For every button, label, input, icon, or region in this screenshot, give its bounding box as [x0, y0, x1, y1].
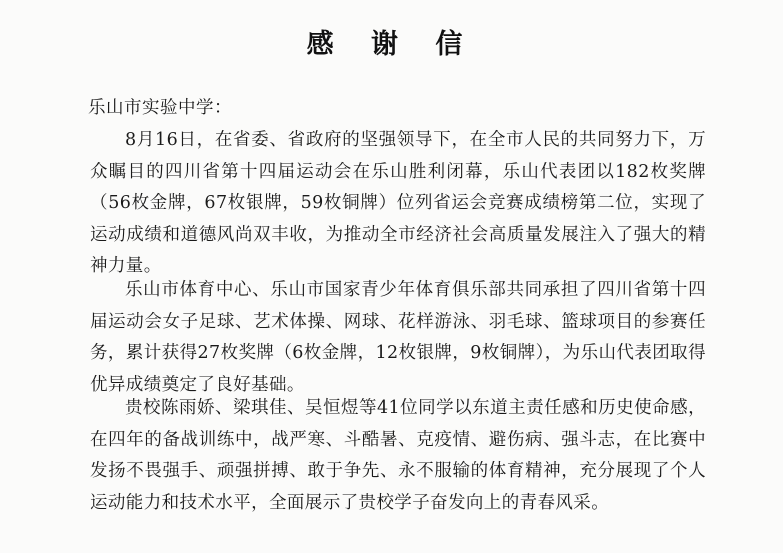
letter-salutation: 乐山市实验中学：: [88, 98, 232, 118]
letter-paragraph-3: 贵校陈雨娇、梁琪佳、吴恒煜等41位同学以东道主责任感和历史使命感，在四年的备战训练中，战严寒、斗酷暑、克疫情、避伤病、强斗志，在比赛中发扬不畏强手、顽强拼搏、敢于争先、永不服输的体育精神，充分展现了个人运动能力和技术水平，全面展示了贵校学子奋发向上的青春风采。: [90, 398, 706, 513]
letter-title: 感 谢 信: [306, 29, 477, 60]
letter-paragraph-1: 8月16日，在省委、省政府的坚强领导下，在全市人民的共同努力下，万众瞩目的四川省第十四届运动会在乐山胜利闭幕，乐山代表团以182枚奖牌（56枚金牌，67枚银牌，59枚铜牌）位列省运会竞赛成绩榜第二位，实现了运动成绩和道德风尚双丰收，为推动全市经济社会高质量发展注入了强大的精神力量。: [90, 130, 706, 277]
letter-paragraph-2: 乐山市体育中心、乐山市国家青少年体育俱乐部共同承担了四川省第十四届运动会女子足球、艺术体操、网球、花样游泳、羽毛球、篮球项目的参赛任务，累计获得27枚奖牌（6枚金牌，12枚银牌，9枚铜牌），为乐山代表团取得优异成绩奠定了良好基础。: [90, 280, 706, 395]
